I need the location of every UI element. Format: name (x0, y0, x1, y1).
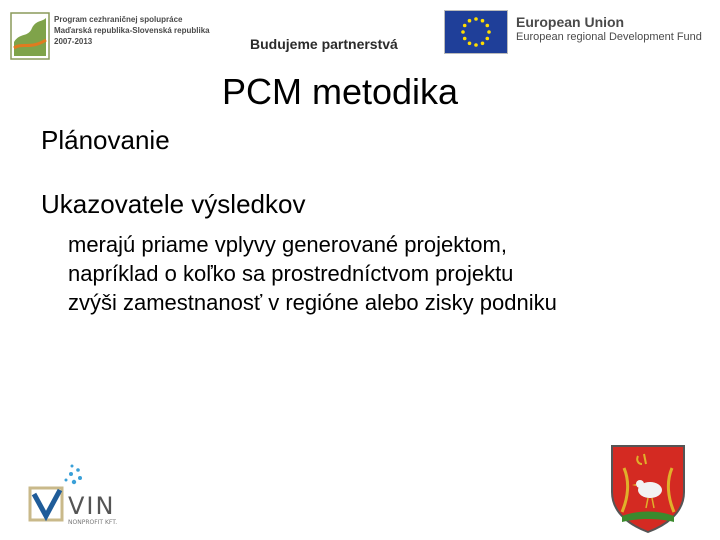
eu-flag-icon (444, 10, 508, 54)
program-logo (8, 12, 220, 64)
program-line-1: Program cezhraničnej spolupráce (54, 15, 183, 24)
program-line-2: Maďarská republika-Slovenská republika (54, 26, 210, 35)
body-paragraph (68, 230, 557, 317)
eu-label (516, 14, 702, 44)
program-map-icon (10, 12, 50, 60)
vin-logo-tagline: NONPROFIT KFT. (68, 519, 118, 526)
body-line-1: merajú priame vplyvy generované projektom, (68, 232, 507, 257)
slogan: Budujeme partnerstvá (250, 36, 398, 52)
vin-logo (26, 460, 146, 530)
header-logos (0, 0, 720, 70)
slide-title: PCM metodika (222, 71, 459, 112)
body-line-2: napríklad o koľko sa prostredníctvom projektu (68, 261, 514, 286)
heading-planning: Plánovanie (41, 125, 170, 155)
coat-of-arms-icon (608, 442, 688, 534)
vin-logo-text: VIN (68, 492, 116, 520)
eu-subtitle: European regional Development Fund (516, 31, 702, 43)
program-line-3: 2007-2013 (54, 37, 93, 46)
heading-result-indicators: Ukazovatele výsledkov (41, 189, 306, 219)
eu-title: European Union (516, 14, 625, 30)
body-line-3: zvýši zamestnanosť v regióne alebo zisky podniku (68, 290, 557, 315)
